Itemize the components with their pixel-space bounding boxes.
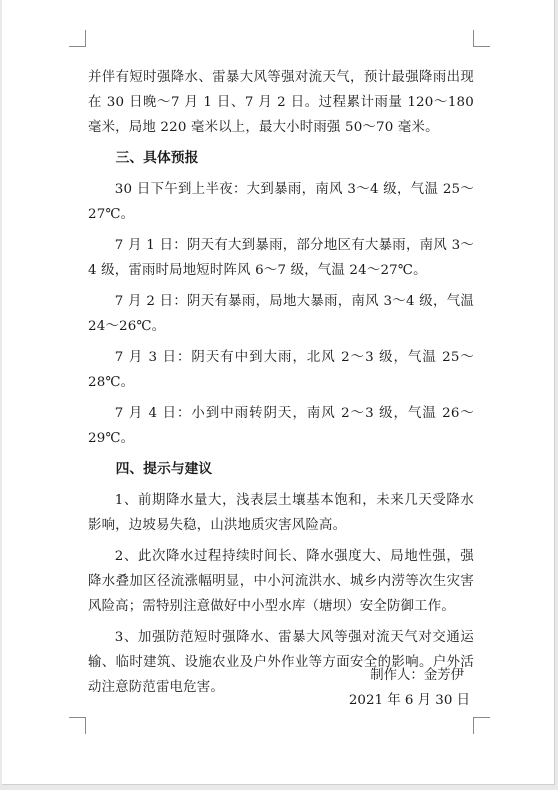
document-page xyxy=(2,0,555,785)
signature-date: 2021 年 6 月 30 日 xyxy=(348,693,470,708)
crop-mark-bottom-left xyxy=(69,717,86,734)
advice-paragraph: 2、此次降水过程持续时间长、降水强度大、局地性强，强降水叠加区径流涨幅明显，中小河流洪水、城乡内涝等次生灾害风险高；需特别注意做好中小型水库（塘坝）安全防御工作。 xyxy=(88,549,474,614)
crop-mark-bottom-right xyxy=(473,717,490,734)
forecast-paragraph: 7 月 1 日：阴天有大到暴雨，部分地区有大暴雨，南风 3～4 级，雷雨时局地短时阵风 6～7 级，气温 24～27℃。 xyxy=(88,238,474,278)
forecast-paragraph: 7 月 2 日：阴天有暴雨，局地大暴雨，南风 3～4 级，气温 24～26℃。 xyxy=(88,294,474,334)
forecast-paragraph: 7 月 3 日：阴天有中到大雨，北风 2～3 级，气温 25～28℃。 xyxy=(88,350,474,390)
section-heading-forecast: 三、具体预报 xyxy=(115,150,199,166)
signature-maker: 制作人：金芳伊 xyxy=(370,668,464,683)
crop-mark-top-left xyxy=(69,30,86,47)
advice-paragraph: 1、前期降水量大，浅表层土壤基本饱和，未来几天受降水影响，边坡易失稳，山洪地质灾害风险高。 xyxy=(88,493,474,533)
forecast-paragraph: 7 月 4 日：小到中雨转阴天，南风 2～3 级，气温 26～29℃。 xyxy=(88,406,474,446)
forecast-paragraph: 30 日下午到上半夜：大到暴雨，南风 3～4 级，气温 25～27℃。 xyxy=(88,182,474,222)
section-heading-advice: 四、提示与建议 xyxy=(115,461,213,477)
crop-mark-top-right xyxy=(473,30,490,47)
advice-paragraph: 3、加强防范短时强降水、雷暴大风等强对流天气对交通运输、临时建筑、设施农业及户外作业等方面安全的影响。户外活动注意防范雷电危害。 xyxy=(88,630,474,695)
intro-paragraph: 并伴有短时强降水、雷暴大风等强对流天气，预计最强降雨出现在 30 日晚～7 月 1 日、7 月 2 日。过程累计雨量 120～180 毫米，局地 220 毫米以上，最大小时雨强 50～70 毫米。 xyxy=(88,70,474,135)
document-body xyxy=(88,65,474,706)
